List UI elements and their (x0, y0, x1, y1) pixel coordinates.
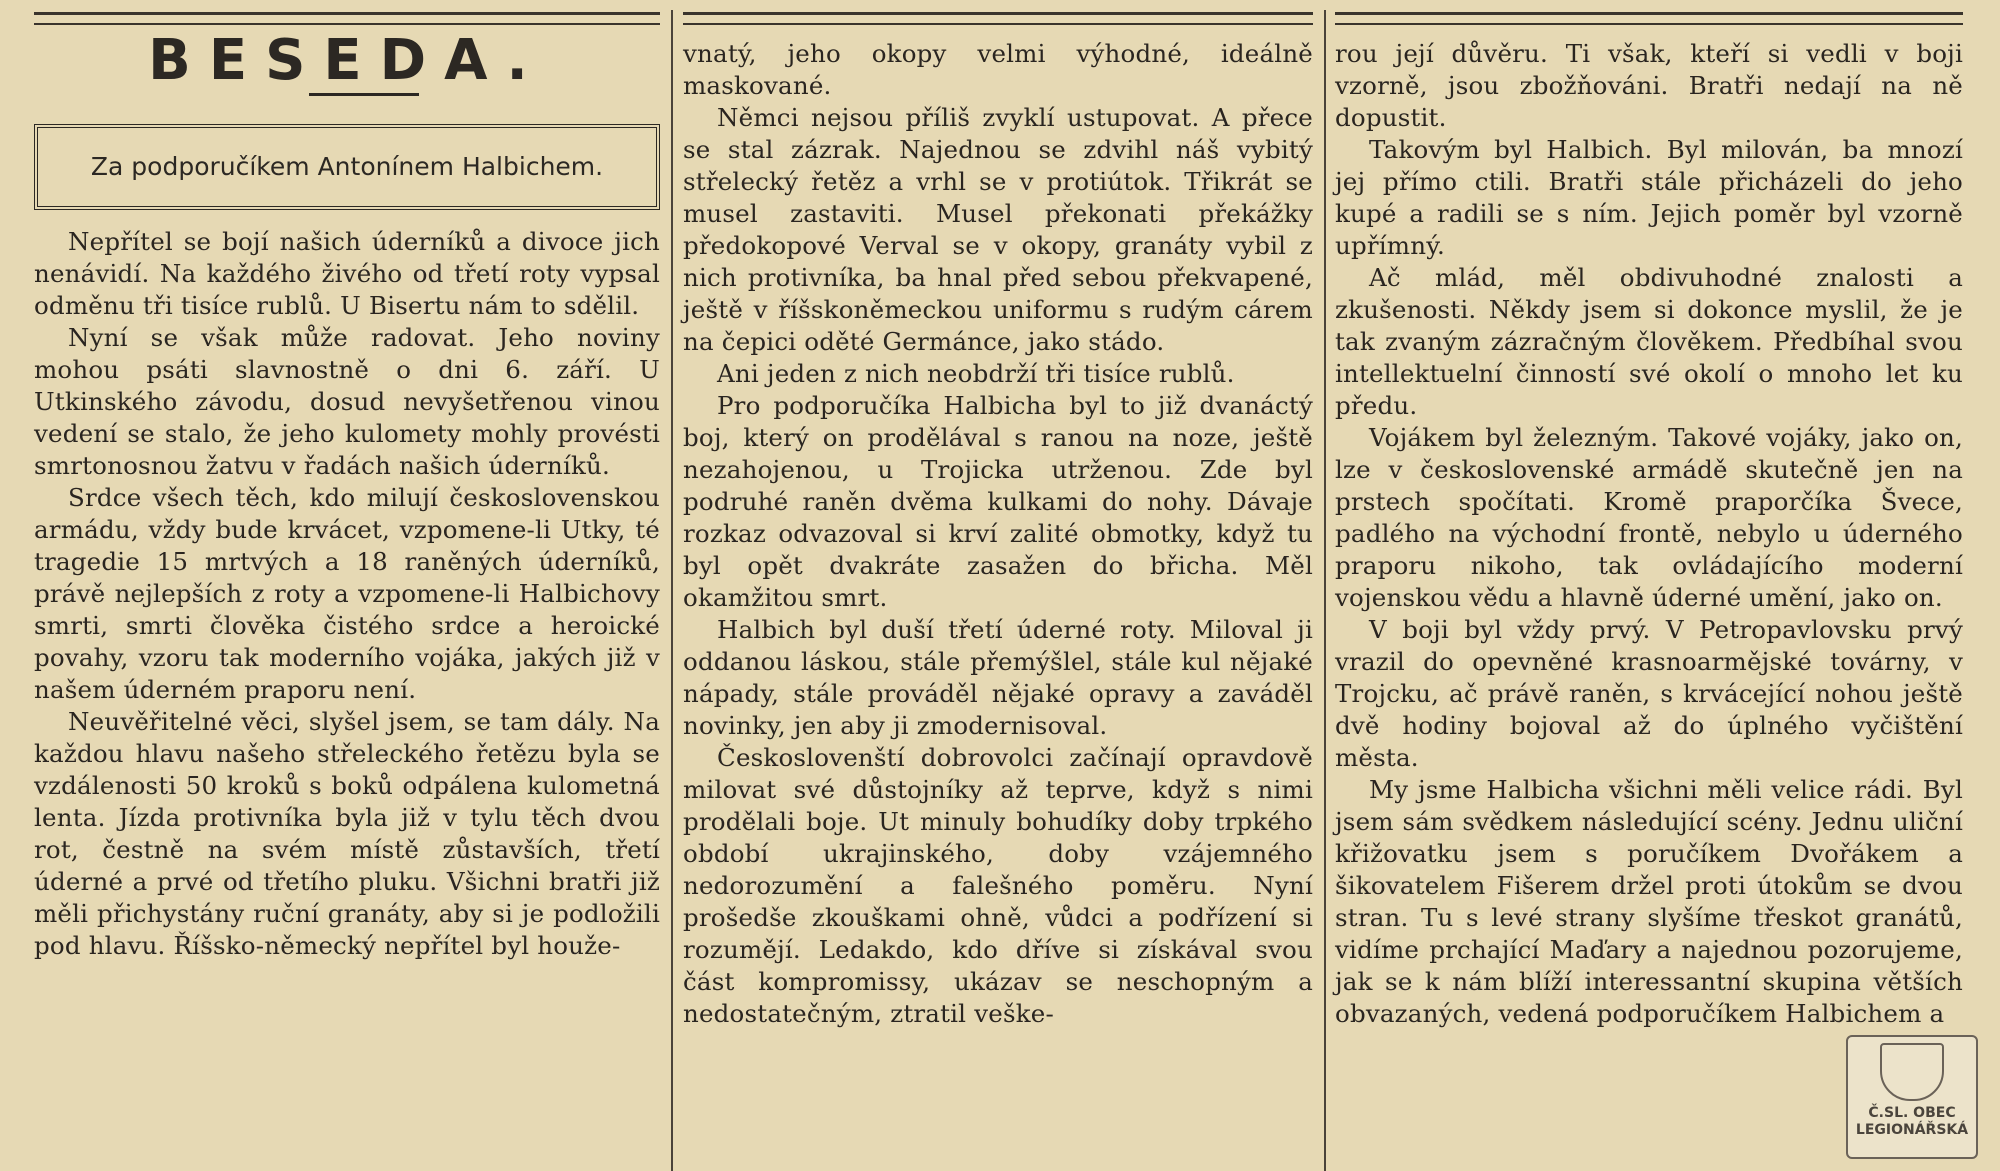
paragraph: V boji byl vždy prvý. V Petropavlovsku prvý vrazil do opevněné krasnoarmějské továrny, v Trojcku, ač právě raněn, s krvácející nohou ještě dvě hodiny bojoval až do úplného vyčištění města. (1335, 615, 1963, 772)
paragraph: Vojákem byl železným. Takové vojáky, jako on, lze v československé armádě skutečně jen na prstech spočítati. Kromě praporčíka Švece, padlého na východní frontě, nebylo u úderného praporu nikoho, tak ovládajícího moderní vojenskou vědu a hlavně úderné umění, jako on. (1335, 423, 1963, 612)
stamp-line-2: LEGIONÁŘSKÁ (1855, 1122, 1969, 1138)
paragraph: Ač mlád, měl obdivuhodné znalosti a zkušenosti. Někdy jsem si dokonce myslil, že je tak zvaným zázračným člověkem. Předbíhal svou intellektuelní činností své okolí o mnoho let ku předu. (1335, 263, 1963, 420)
stamp-line-1: Č.SL. OBEC (1868, 1105, 1956, 1121)
library-stamp (1846, 1035, 1978, 1159)
paragraph: Neuvěřitelné věci, slyšel jsem, se tam dály. Na každou hlavu našeho střeleckého řetězu byla se vzdálenosti 50 kroků s boků odpálena kulometná lenta. Jízda protivníka byla již v tylu těch dvou rot, čestně na svém místě zůstavších, třetí úderné a prvé od třetího pluku. Všichni bratři již měli přichystány ruční granáty, aby si je podložili pod hlavu. Říšsko-německý nepřítel byl houže- (34, 707, 660, 960)
article-headline: Za podporučíkem Antonínem Halbichem. (90, 152, 604, 181)
paragraph: Nyní se však může radovat. Jeho noviny mohou psáti slavnostně o dni 6. září. U Utkinského závodu, dosud nevyšetřenou vinou vedení se stalo, že jeho kulomety mohly provésti smrtonosnou žatvu v řadách našich úderníků. (34, 323, 660, 480)
column-3-text (1335, 38, 1963, 1030)
column-1-text (34, 226, 660, 962)
paragraph: Nepřítel se bojí našich úderníků a divoce jich nenávidí. Na každého živého od třetí roty vypsal odměnu tři tisíce rublů. U Bisertu nám to sdělil. (34, 227, 660, 320)
paragraph: Takovým byl Halbich. Byl milován, ba mnozí jej přímo ctili. Bratři stále přicházeli do jeho kupé a radili se s ním. Jejich poměr byl vzorně upřímný. (1335, 135, 1963, 260)
column-2-text (683, 38, 1313, 1030)
paragraph: My jsme Halbicha všichni měli velice rádi. Byl jsem sám svědkem následující scény. Jednu uliční křižovatku jsem s poručíkem Dvořákem a šikovatelem Fišerem držel proti útokům se dvou stran. Tu s levé strany slyšíme třeskot granátů, vidíme prchající Maďary a najednou pozorujeme, jak se k nám blíží interessantní skupina větších obvazaných, vedená podporučíkem Halbichem a (1335, 775, 1963, 1028)
shield-icon (1880, 1043, 1944, 1101)
paragraph: Halbich byl duší třetí úderné roty. Miloval ji oddanou láskou, stále přemýšlel, stále kul nějaké nápady, stále prováděl nějaké opravy a zaváděl novinky, jen aby ji zmodernisoval. (683, 615, 1313, 740)
column-divider-1 (671, 10, 673, 1171)
paragraph: Pro podporučíka Halbicha byl to již dvanáctý boj, který on prodělával s ranou na noze, ještě nezahojenou, u Trojicka utrženou. Zde byl podruhé raněn dvěma kulkami do nohy. Dávaje rozkaz odvazoval si krví zalité obmotky, když tu byl opět dvakráte zasažen do břicha. Měl okamžitou smrt. (683, 391, 1313, 612)
paragraph: vnatý, jeho okopy velmi výhodné, ideálně maskované. (683, 39, 1313, 100)
paragraph: Ani jeden z nich neobdrží tři tisíce rublů. (717, 359, 1235, 388)
section-title: BESEDA. (148, 28, 546, 93)
paragraph: Němci nejsou příliš zvyklí ustupovat. A přece se stal zázrak. Najednou se zdvihl náš vybitý střelecký řetěz a vrhl se v protiútok. Třikrát se musel zastaviti. Musel překonati překážky předokopové Verval se v okopy, granáty vybil z nich protivníka, ba hnal před sebou překvapené, ještě v říšskoněmeckou uniformu s rudým cárem na čepici oděté Germánce, jako stádo. (683, 103, 1313, 356)
paragraph: Srdce všech těch, kdo milují československou armádu, vždy bude krvácet, vzpomene-li Utky, té tragedie 15 mrtvých a 18 raněných úderníků, právě nejlepších z roty a vzpomene-li Halbichovy smrti, smrti člověka čistého srdce a heroické povahy, vzoru tak moderního vojáka, jakých již v našem úderném praporu není. (34, 483, 660, 704)
paragraph: Českoslovenští dobrovolci začínají opravdově milovat své důstojníky až teprve, když s nimi prodělali boje. Ut minuly bohudíky doby trpkého období ukrajinského, doby vzájemného nedorozumění a falešného poměru. Nyní prošedše zkouškami ohně, vůdci a podřízení si rozumějí. Ledakdo, kdo dříve si získával svou část kompromissy, ukázav se neschopným a nedostatečným, ztratil veške- (683, 743, 1313, 1028)
paragraph: rou její důvěru. Ti však, kteří si vedli v boji vzorně, jsou zbožňováni. Bratři nedají na ně dopustit. (1335, 39, 1963, 132)
top-rule-col2 (683, 12, 1313, 25)
column-divider-2 (1324, 10, 1326, 1171)
top-rule-col3 (1335, 12, 1963, 25)
article-headline-box (34, 124, 660, 210)
top-rule-col1 (34, 12, 660, 25)
title-underline (309, 93, 419, 96)
